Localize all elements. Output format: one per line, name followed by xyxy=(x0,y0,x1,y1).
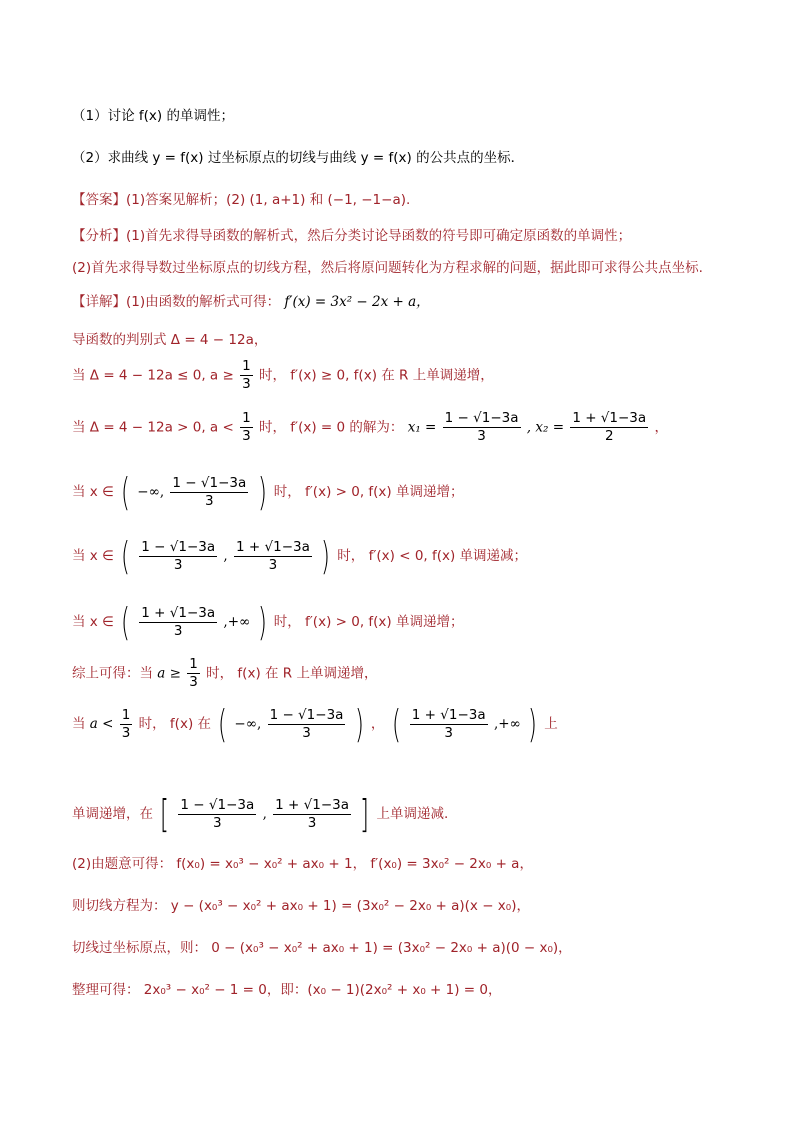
analysis-line-1: 【分析】(1)首先求得导函数的解析式，然后分类讨论导函数的符号即可确定原函数的单调性； xyxy=(72,228,632,244)
question-part-2: （2）求曲线 y = f(x) 过坐标原点的切线与曲线 y = f(x) 的公共点的坐标． xyxy=(72,150,525,166)
root-x1-fraction: $\frac{1 - √1-3a}{3}$ xyxy=(444,410,519,444)
answer-line xyxy=(72,190,410,210)
interval-2-line: 当 x ∈ ( $\frac{1 - √1-3a}{3}$ , $\frac{1 + √1-3a}{3}$ ) 时， f′(x) < 0, f(x) 单调递减； xyxy=(72,534,528,578)
case-1-line: 当 Δ = 4 − 12a ≤ 0, a ≥ $\frac{1}{3}$ 时， f′(x) ≥ 0, f(x) 在 R 上单调递增， xyxy=(72,358,494,392)
summary-line-1: 综上可得：当 a ≥ $\frac{1}{3}$ 时， f(x) 在 R 上单调递增， xyxy=(72,656,378,690)
part-2-line-3: 切线过坐标原点，则： 0 − (x₀³ − x₀² + ax₀ + 1) = (3x₀² − 2x₀ + a)(0 − x₀)， xyxy=(72,940,572,956)
analysis-line-2: (2)首先求得导数过坐标原点的切线方程，然后将原问题转化为方程求解的问题，据此即可求得公共点坐标. xyxy=(72,260,703,276)
discriminant-line: 导函数的判别式 Δ = 4 − 12a， xyxy=(72,332,268,348)
detail-tag: 【详解】 xyxy=(72,294,126,310)
part-2-line-4: 整理可得： 2x₀³ − x₀² − 1 = 0，即：(x₀ − 1)(2x₀² + x₀ + 1) = 0， xyxy=(72,982,502,998)
derivative-formula: f′(x) = 3x² − 2x + a， xyxy=(284,294,430,310)
summary-line-3: 单调递增，在 [ $\frac{1 - √1-3a}{3}$ , $\frac{1 + √1-3a}{3}$ ] 上单调递减. xyxy=(72,792,449,836)
fraction-one-third: $\frac{1}{3}$ xyxy=(242,358,251,392)
root-x2-fraction: $\frac{1 + √1-3a}{2}$ xyxy=(572,410,647,444)
fraction-one-third: $\frac{1}{3}$ xyxy=(242,410,251,444)
answer-body: (1)答案见解析；(2) (1, a+1) 和 (−1, −1−a). xyxy=(126,192,411,208)
case-2-line: 当 Δ = 4 − 12a > 0, a < $\frac{1}{3}$ 时， f′(x) = 0 的解为： x₁ = $\frac{1 - √1-3a}{3}$ , x₂ = $\frac{1 + √1-3a}{2}$ ， xyxy=(72,410,668,444)
analysis-tag: 【分析】 xyxy=(72,228,126,244)
question-part-1: （1）讨论 f(x) 的单调性； xyxy=(72,108,234,124)
interval-1-line: 当 x ∈ ( −∞, $\frac{1 - √1-3a}{3}$ ) 时， f′(x) > 0, f(x) 单调递增； xyxy=(72,470,464,514)
answer-tag: 【答案】 xyxy=(72,192,126,208)
interval-3-line: 当 x ∈ ( $\frac{1 + √1-3a}{3}$ ,+∞ ) 时， f′(x) > 0, f(x) 单调递增； xyxy=(72,600,464,644)
part-2-line-1: (2)由题意可得： f(x₀) = x₀³ − x₀² + ax₀ + 1， f′(x₀) = 3x₀² − 2x₀ + a， xyxy=(72,856,533,872)
part-2-line-2: 则切线方程为： y − (x₀³ − x₀² + ax₀ + 1) = (3x₀² − 2x₀ + a)(x − x₀)， xyxy=(72,898,530,914)
summary-line-2: 当 a < $\frac{1}{3}$ 时， f(x) 在 ( −∞, $\frac{1 - √1-3a}{3}$ ) ， ( $\frac{1 + √1-3a}{3}$ ,+∞ ) 上 xyxy=(72,702,558,746)
detail-line-1: 【详解】(1)由函数的解析式可得： f′(x) = 3x² − 2x + a， xyxy=(72,294,430,310)
